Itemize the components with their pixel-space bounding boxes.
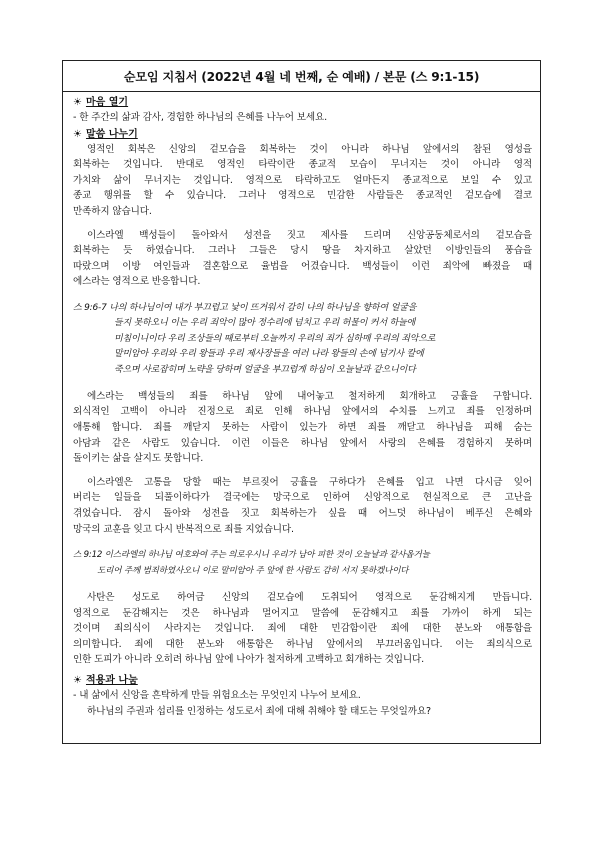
- guide-content: [63, 92, 540, 719]
- verse-quote-2: 스 9:12 이스라엘의 하나님 여호와여 주는 의로우시니 우리가 남아 피한 것이 오늘날과 같사옵거늘 도리어 주께 범죄하였사오니 이로 말미암아 주 앞에 한 사람도 감히 서지 못하겠나이다: [73, 550, 430, 576]
- paragraph-4: 이스라엘은 고통을 당할 때는 부르짖어 긍휼을 구하다가 은혜를 입고 나면 다시금 잊어 버리는 일들을 되풀이하다가 결국에는 망국으로 인하여 신앙적으로 현실적으로 큰 고난을 겪었습니다. 잠시 돌아와 성전을 짓고 회복하는가 싶을 때 어느덧 하나님이 베푸신 은혜와 망국의 교훈을 잊고 다시 반복적으로 죄를 지었습니다.: [73, 476, 532, 535]
- paragraph-5: 사탄은 성도로 하여금 신앙의 겉모습에 도취되어 영적으로 둔감해지게 만듭니다. 영적으로 둔감해지는 것은 하나님과 멀어지고 말씀에 둔감해지고 죄를 가까이 하게 되는 것이며 죄의식이 사라지는 것입니다. 죄에 대한 민감함이란 죄에 대한 분노와 애통함을 의미합니다. 죄에 대한 분노와 애통함은 하나님 앞에서의 부끄러움입니다. 이는 죄의식으로 인한 도피가 아니라 오히려 하나님 앞에 나아가 철저하게 고백하고 회개하는 것입니다.: [73, 592, 532, 666]
- application-line-1: - 내 삶에서 신앙을 흔탁하게 만들 위험요소는 무엇인지 나누어 보세요.: [73, 689, 361, 701]
- section-heading-opening: ☀ 마음 열기: [73, 97, 129, 108]
- opening-line: - 한 주간의 삶과 감사, 경험한 하나님의 은혜를 나누어 보세요.: [73, 112, 328, 123]
- verse-quote-1: 스 9:6-7 나의 하나님이여 내가 부끄럽고 낯이 뜨거워서 감히 나의 하나님을 향하여 얼굴을 들지 못하오니 이는 우리 죄악이 많아 정수리에 넘치고 우리 허물이 커서 하늘에 미침이니이다 우리 조상들의 때로부터 오늘까지 우리의 죄가 심하매 우리의 죄악으로 말미암아 우리와 우리 왕들과 우리 제사장들을 여러 나라 왕들의 손에 넘기사 칼에 죽으며 사로잡히며 노략을 당하며 얼굴을 부끄럽게 하심이 오늘날과 같으니이다: [73, 302, 436, 375]
- section-heading-application: ☀ 적용과 나눔: [73, 674, 138, 686]
- paragraph-1: 영적인 회복은 신앙의 겉모습을 회복하는 것이 아니라 하나님 앞에서의 참된 영성을 회복하는 것입니다. 반대로 영적인 타락이란 종교적 모습이 무너지는 것이 아니라 영적 가치와 삶이 무너지는 것입니다. 영적으로 타락하고도 얼마든지 종교적으로 보일 수 있고 종교 행위를 할 수 있습니다. 그러나 영적으로 민감한 사람들은 종교적인 겉모습에 결코 만족하지 않습니다.: [73, 143, 532, 217]
- paragraph-2: 이스라엘 백성들이 돌아와서 성전을 짓고 제사를 드리며 신앙공동체로서의 겉모습을 회복하는 듯 하였습니다. 그러나 그들은 당시 땅을 차지하고 살았던 이방인들의 풍습을 따랐으며 이방 여인들과 결혼함으로 율법을 어겼습니다. 백성들이 이런 죄악에 빠졌을 때 에스라는 영적으로 반응합니다.: [73, 229, 532, 288]
- section-heading-sharing: ☀ 말씀 나누기: [73, 128, 138, 140]
- sun-icon: ☀: [73, 674, 82, 686]
- page-title: 순모임 지침서 (2022년 4월 네 번째, 순 예배) / 본문 (스 9:1-15): [63, 61, 540, 92]
- sun-icon: ☀: [73, 128, 82, 140]
- paragraph-3: 에스라는 백성들의 죄를 하나님 앞에 내어놓고 철저하게 회개하고 긍휼을 구합니다. 외식적인 고백이 아니라 진정으로 죄로 인해 하나님 앞에서의 수치를 느끼고 죄를 인정하며 애통해 합니다. 죄를 깨닫지 못하는 사람이 있는가 하면 죄를 깨닫고 하나님을 피해 숨는 아담과 같은 사람도 있습니다. 이런 이들은 하나님 앞에서 사랑의 은혜를 경험하지 못하며 돌이키는 삶을 살지도 못합니다.: [73, 390, 532, 465]
- sun-icon: ☀: [73, 97, 82, 108]
- guide-frame: [62, 60, 541, 744]
- application-line-2: 하나님의 주권과 섭리를 인정하는 성도로서 죄에 대해 취해야 할 태도는 무엇일까요?: [87, 705, 431, 717]
